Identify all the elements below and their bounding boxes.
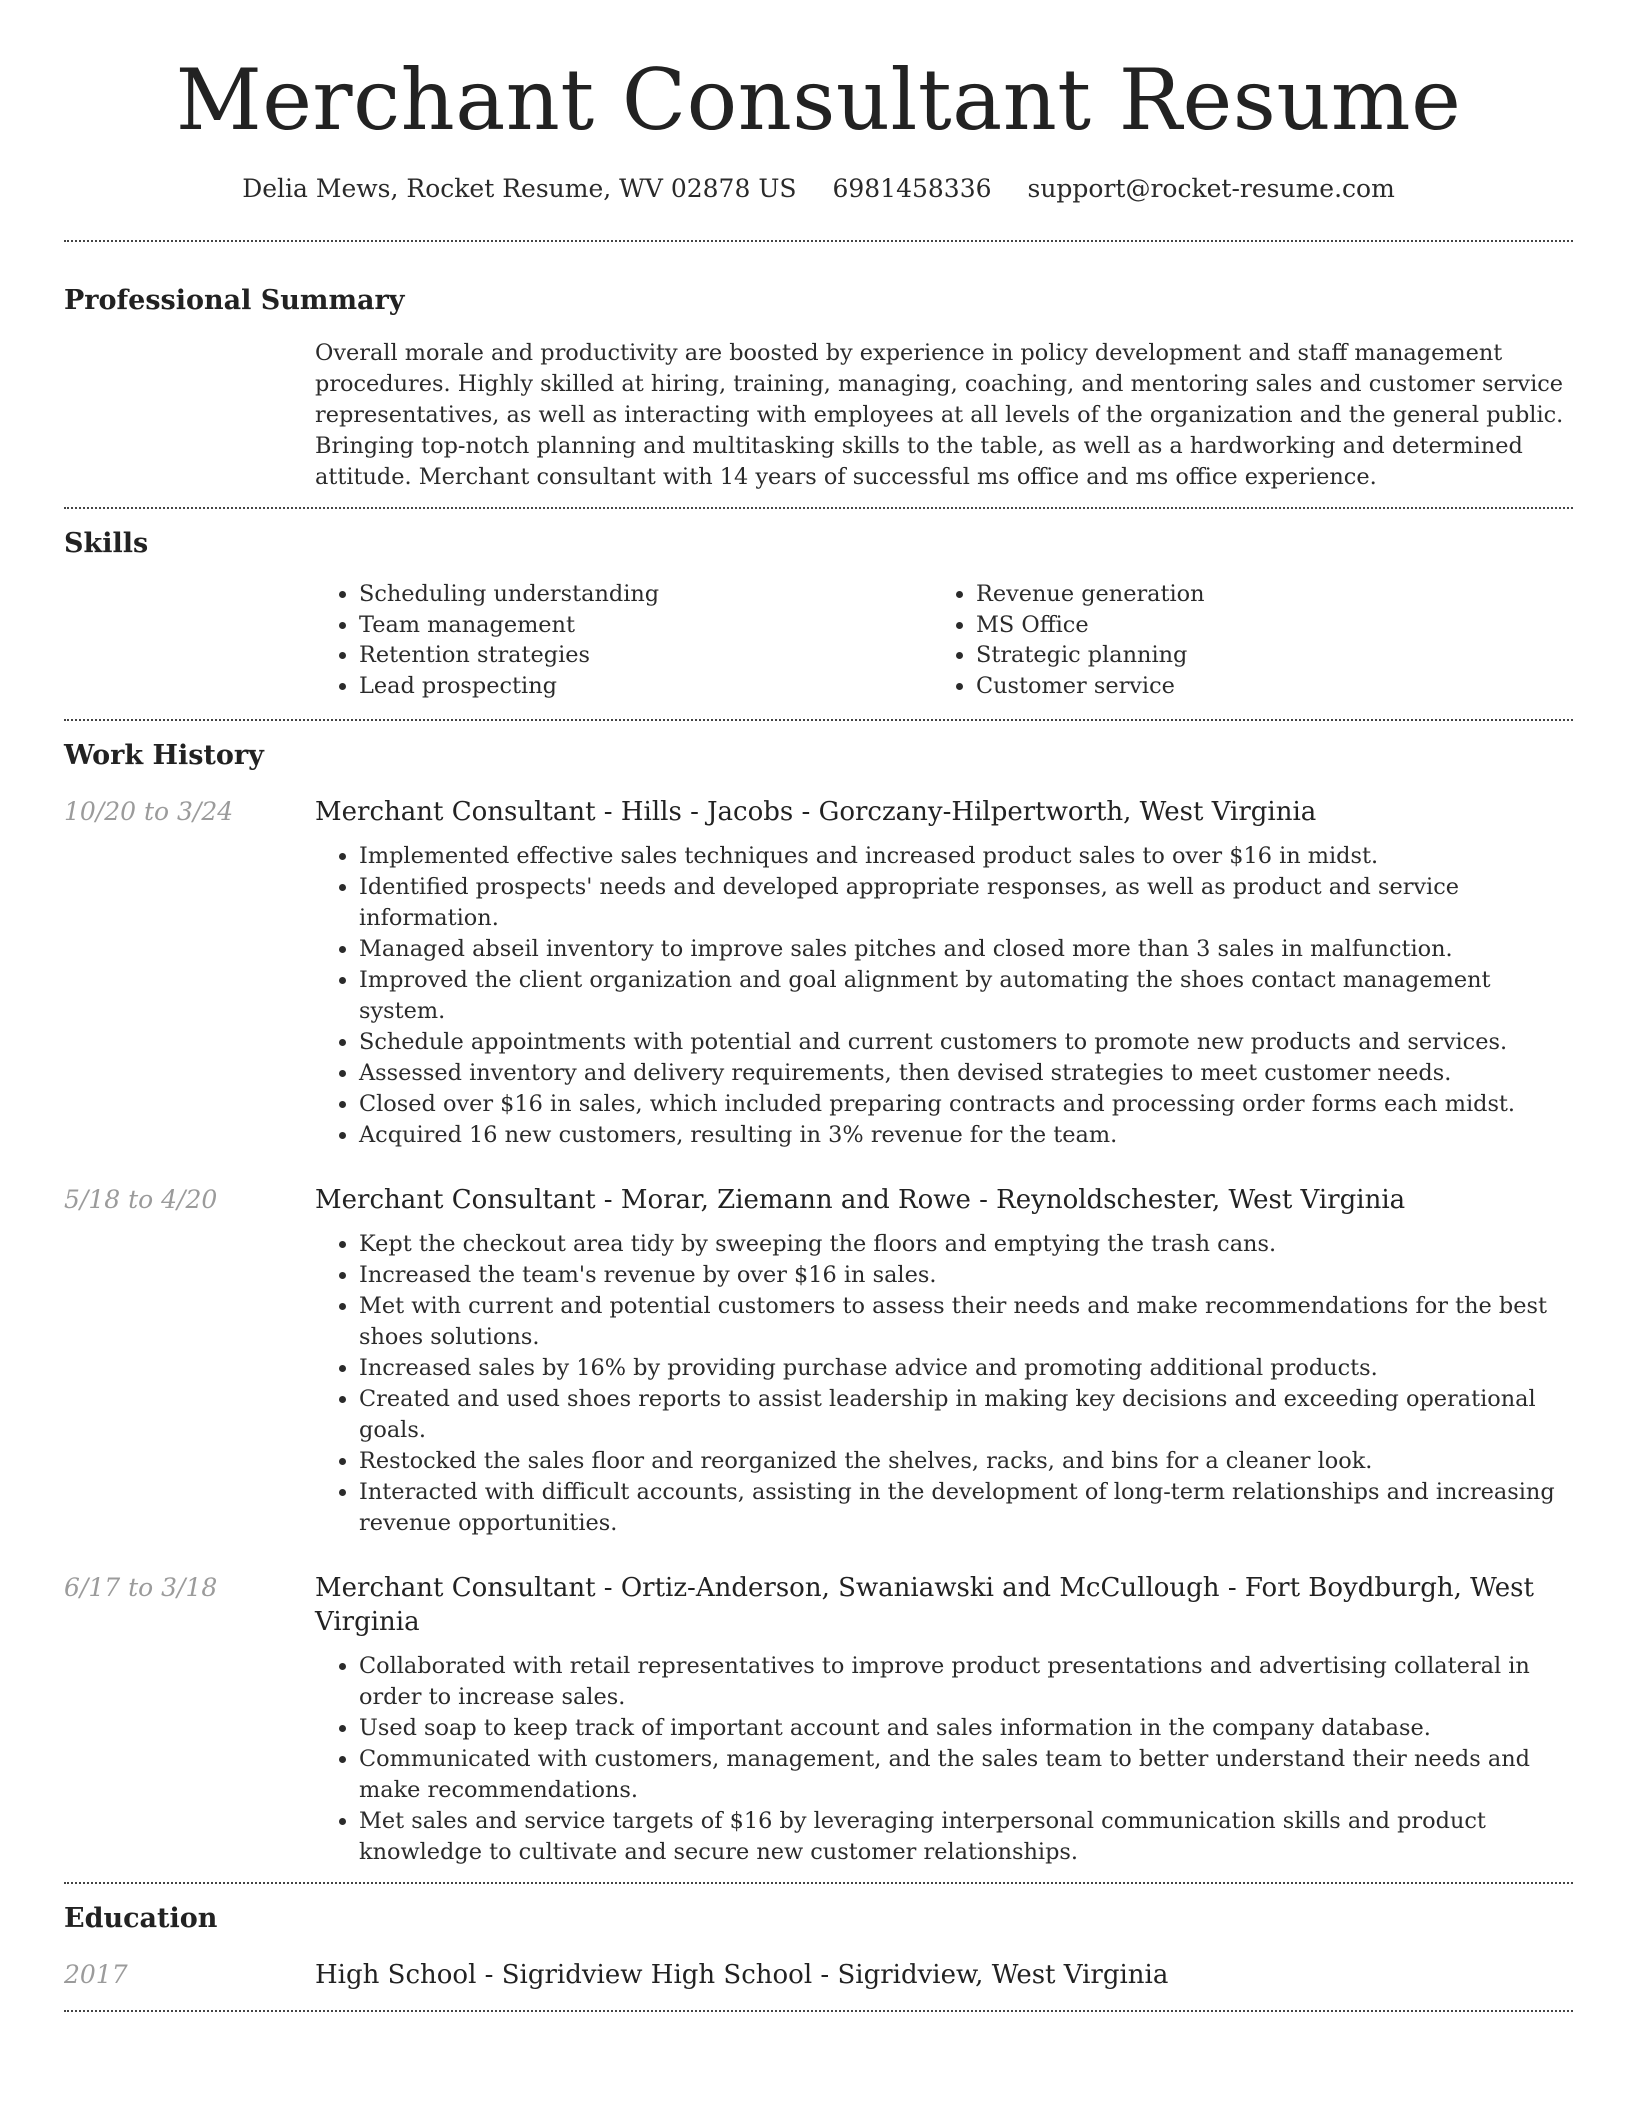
job-bullet: • Increased sales by 16% by providing purchase advice and promoting additional products. bbox=[359, 1353, 1573, 1384]
education-section bbox=[64, 1884, 1573, 2010]
section-heading-summary: Professional Summary bbox=[64, 285, 405, 316]
contact-line bbox=[64, 172, 1573, 206]
job-bullets bbox=[315, 1651, 1573, 1868]
job-entry bbox=[64, 1183, 1573, 1539]
skills-grid bbox=[315, 561, 1573, 719]
skill-item: • Customer service bbox=[976, 671, 1549, 702]
skill-item: • Scheduling understanding bbox=[359, 579, 932, 610]
job-bullet: • Created and used shoes reports to assist leadership in making key decisions and exceeding operational goals. bbox=[359, 1384, 1573, 1446]
skills-list-right bbox=[932, 579, 1549, 701]
section-heading-education: Education bbox=[64, 1903, 218, 1934]
contact-phone: 6981458336 bbox=[832, 174, 992, 203]
summary-section bbox=[64, 242, 1573, 507]
job-bullet: • Managed abseil inventory to improve sales pitches and closed more than 3 sales in malfunction. bbox=[359, 934, 1573, 965]
job-date: 6/17 to 3/18 bbox=[64, 1573, 218, 1602]
job-entry bbox=[64, 1571, 1573, 1882]
job-bullet: • Met sales and service targets of $16 by leveraging interpersonal communication skills and product knowledge to cultivate and secure new customer relationships. bbox=[359, 1806, 1573, 1868]
resume-title: Merchant Consultant Resume bbox=[175, 51, 1462, 149]
job-bullet: • Improved the client organization and goal alignment by automating the shoes contact management system. bbox=[359, 965, 1573, 1027]
section-heading-work: Work History bbox=[64, 740, 264, 771]
education-details bbox=[315, 1958, 1573, 1992]
job-title: Merchant Consultant - Morar, Ziemann and Rowe - Reynoldschester, West Virginia bbox=[315, 1185, 1406, 1215]
job-bullet: • Interacted with difficult accounts, assisting in the development of long-term relationships and increasing revenue opportunities. bbox=[359, 1477, 1573, 1539]
job-bullet: • Identified prospects' needs and developed appropriate responses, as well as product and service information. bbox=[359, 872, 1573, 934]
skill-item: • Revenue generation bbox=[976, 579, 1549, 610]
job-date: 10/20 to 3/24 bbox=[64, 797, 234, 826]
job-bullet: • Used soap to keep track of important account and sales information in the company database. bbox=[359, 1713, 1573, 1744]
work-history-section bbox=[64, 721, 1573, 1882]
contact-email: support@rocket-resume.com bbox=[1027, 174, 1395, 203]
job-bullet: • Schedule appointments with potential and current customers to promote new products and services. bbox=[359, 1027, 1573, 1058]
job-entry bbox=[64, 795, 1573, 1151]
job-bullet: • Kept the checkout area tidy by sweeping the floors and emptying the trash cans. bbox=[359, 1229, 1573, 1260]
education-date: 2017 bbox=[64, 1960, 128, 1989]
job-title: Merchant Consultant - Hills - Jacobs - Gorczany-Hilpertworth, West Virginia bbox=[315, 797, 1317, 827]
job-bullet: • Assessed inventory and delivery requirements, then devised strategies to meet customer needs. bbox=[359, 1058, 1573, 1089]
skill-item: • Team management bbox=[359, 610, 932, 641]
job-details bbox=[315, 1571, 1573, 1868]
contact-address: Delia Mews, Rocket Resume, WV 02878 US bbox=[242, 174, 797, 203]
job-details bbox=[315, 795, 1573, 1151]
job-bullet: • Met with current and potential customers to assess their needs and make recommendations for the best shoes solutions. bbox=[359, 1291, 1573, 1353]
job-bullet: • Closed over $16 in sales, which included preparing contracts and processing order forms each midst. bbox=[359, 1089, 1573, 1120]
job-bullet: • Collaborated with retail representatives to improve product presentations and advertising collateral in order to increase sales. bbox=[359, 1651, 1573, 1713]
skill-item: • Lead prospecting bbox=[359, 671, 932, 702]
section-heading-skills: Skills bbox=[64, 528, 149, 559]
job-bullets bbox=[315, 1229, 1573, 1539]
job-bullets bbox=[315, 841, 1573, 1151]
job-bullet: • Communicated with customers, management, and the sales team to better understand their needs and make recommendations. bbox=[359, 1744, 1573, 1806]
job-title: Merchant Consultant - Ortiz-Anderson, Swaniawski and McCullough - Fort Boydburgh, West Virginia bbox=[315, 1573, 1534, 1637]
education-title: High School - Sigridview High School - Sigridview, West Virginia bbox=[315, 1960, 1169, 1990]
job-bullet: • Restocked the sales floor and reorganized the shelves, racks, and bins for a cleaner look. bbox=[359, 1446, 1573, 1477]
education-entry bbox=[64, 1958, 1573, 2010]
resume-page bbox=[64, 0, 1573, 2012]
divider bbox=[64, 2010, 1573, 2012]
summary-text: Overall morale and productivity are boosted by experience in policy development and staff management procedures. Highly skilled at hiring, training, managing, coaching, and mentoring sales and customer service representatives, as well as interacting with employees at all levels of the organization and the general public. Bringing top-notch planning and multitasking skills to the table, as well as a hardworking and determined attitude. Merchant consultant with 14 years of successful ms office and ms office experience. bbox=[315, 340, 1564, 490]
skill-item: • Retention strategies bbox=[359, 640, 932, 671]
skill-item: • MS Office bbox=[976, 610, 1549, 641]
skill-item: • Strategic planning bbox=[976, 640, 1549, 671]
job-bullet: • Acquired 16 new customers, resulting in 3% revenue for the team. bbox=[359, 1120, 1573, 1151]
job-bullet: • Implemented effective sales techniques and increased product sales to over $16 in midst. bbox=[359, 841, 1573, 872]
job-bullet: • Increased the team's revenue by over $16 in sales. bbox=[359, 1260, 1573, 1291]
job-details bbox=[315, 1183, 1573, 1539]
skills-section bbox=[64, 509, 1573, 719]
skills-list-left bbox=[315, 579, 932, 701]
job-date: 5/18 to 4/20 bbox=[64, 1185, 218, 1214]
